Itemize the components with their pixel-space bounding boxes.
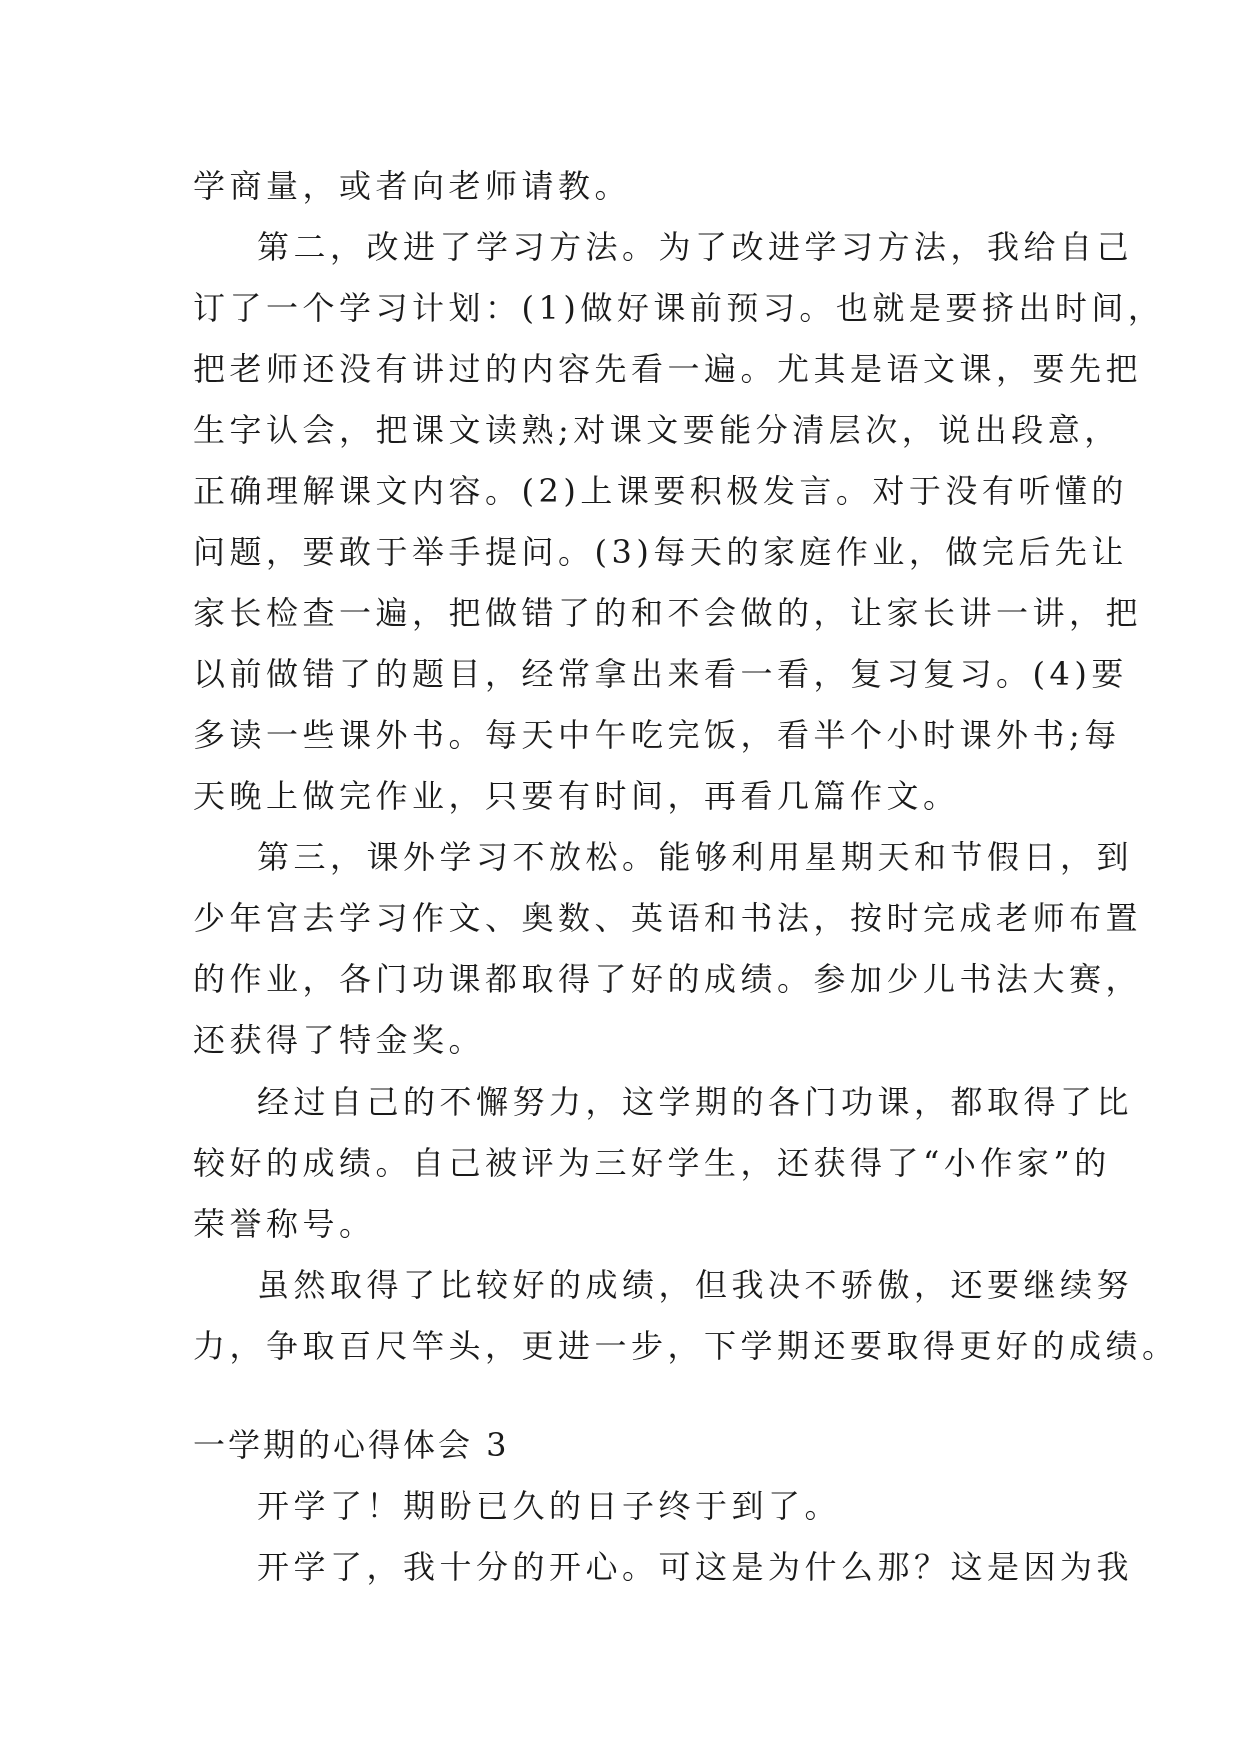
paragraph-start: 虽然取得了比较好的成绩，但我决不骄傲，还要继续努 bbox=[257, 1266, 1134, 1304]
paragraph-start: 开学了，我十分的开心。可这是为什么那？这是因为我 bbox=[257, 1548, 1134, 1586]
text-line: 少年宫去学习作文、奥数、英语和书法，按时完成老师布置 bbox=[193, 899, 1143, 937]
text-line: 天晚上做完作业，只要有时间，再看几篇作文。 bbox=[193, 777, 960, 815]
text-line: 把老师还没有讲过的内容先看一遍。尤其是语文课，要先把 bbox=[193, 350, 1143, 388]
text-line: 订了一个学习计划：(1)做好课前预习。也就是要挤出时间， bbox=[193, 289, 1165, 327]
paragraph-start: 第二，改进了学习方法。为了改进学习方法，我给自己 bbox=[257, 228, 1134, 266]
text-line: 多读一些课外书。每天中午吃完饭，看半个小时课外书;每 bbox=[193, 716, 1121, 754]
text-line: 家长检查一遍，把做错了的和不会做的，让家长讲一讲，把 bbox=[193, 594, 1143, 632]
paragraph-start: 第三，课外学习不放松。能够利用星期天和节假日，到 bbox=[257, 838, 1134, 876]
text-line: 正确理解课文内容。(2)上课要积极发言。对于没有听懂的 bbox=[193, 472, 1128, 510]
text-line: 问题，要敢于举手提问。(3)每天的家庭作业，做完后先让 bbox=[193, 533, 1128, 571]
text-line: 生字认会，把课文读熟;对课文要能分清层次，说出段意， bbox=[193, 411, 1121, 449]
paragraph-start: 经过自己的不懈努力，这学期的各门功课，都取得了比 bbox=[257, 1083, 1134, 1121]
text-line: 还获得了特金奖。 bbox=[193, 1021, 486, 1059]
text-line: 的作业，各门功课都取得了好的成绩。参加少儿书法大赛， bbox=[193, 960, 1143, 998]
text-line: 力，争取百尺竿头，更进一步，下学期还要取得更好的成绩。 bbox=[193, 1327, 1179, 1365]
paragraph-start: 开学了！期盼已久的日子终于到了。 bbox=[257, 1487, 842, 1525]
text-line: 以前做错了的题目，经常拿出来看一看，复习复习。(4)要 bbox=[193, 655, 1128, 693]
section-heading: 一学期的心得体会 3 bbox=[193, 1426, 510, 1464]
text-line: 荣誉称号。 bbox=[193, 1205, 376, 1243]
text-line: 学商量，或者向老师请教。 bbox=[193, 167, 632, 205]
text-line: 较好的成绩。自己被评为三好学生，还获得了“小作家”的 bbox=[193, 1144, 1111, 1182]
